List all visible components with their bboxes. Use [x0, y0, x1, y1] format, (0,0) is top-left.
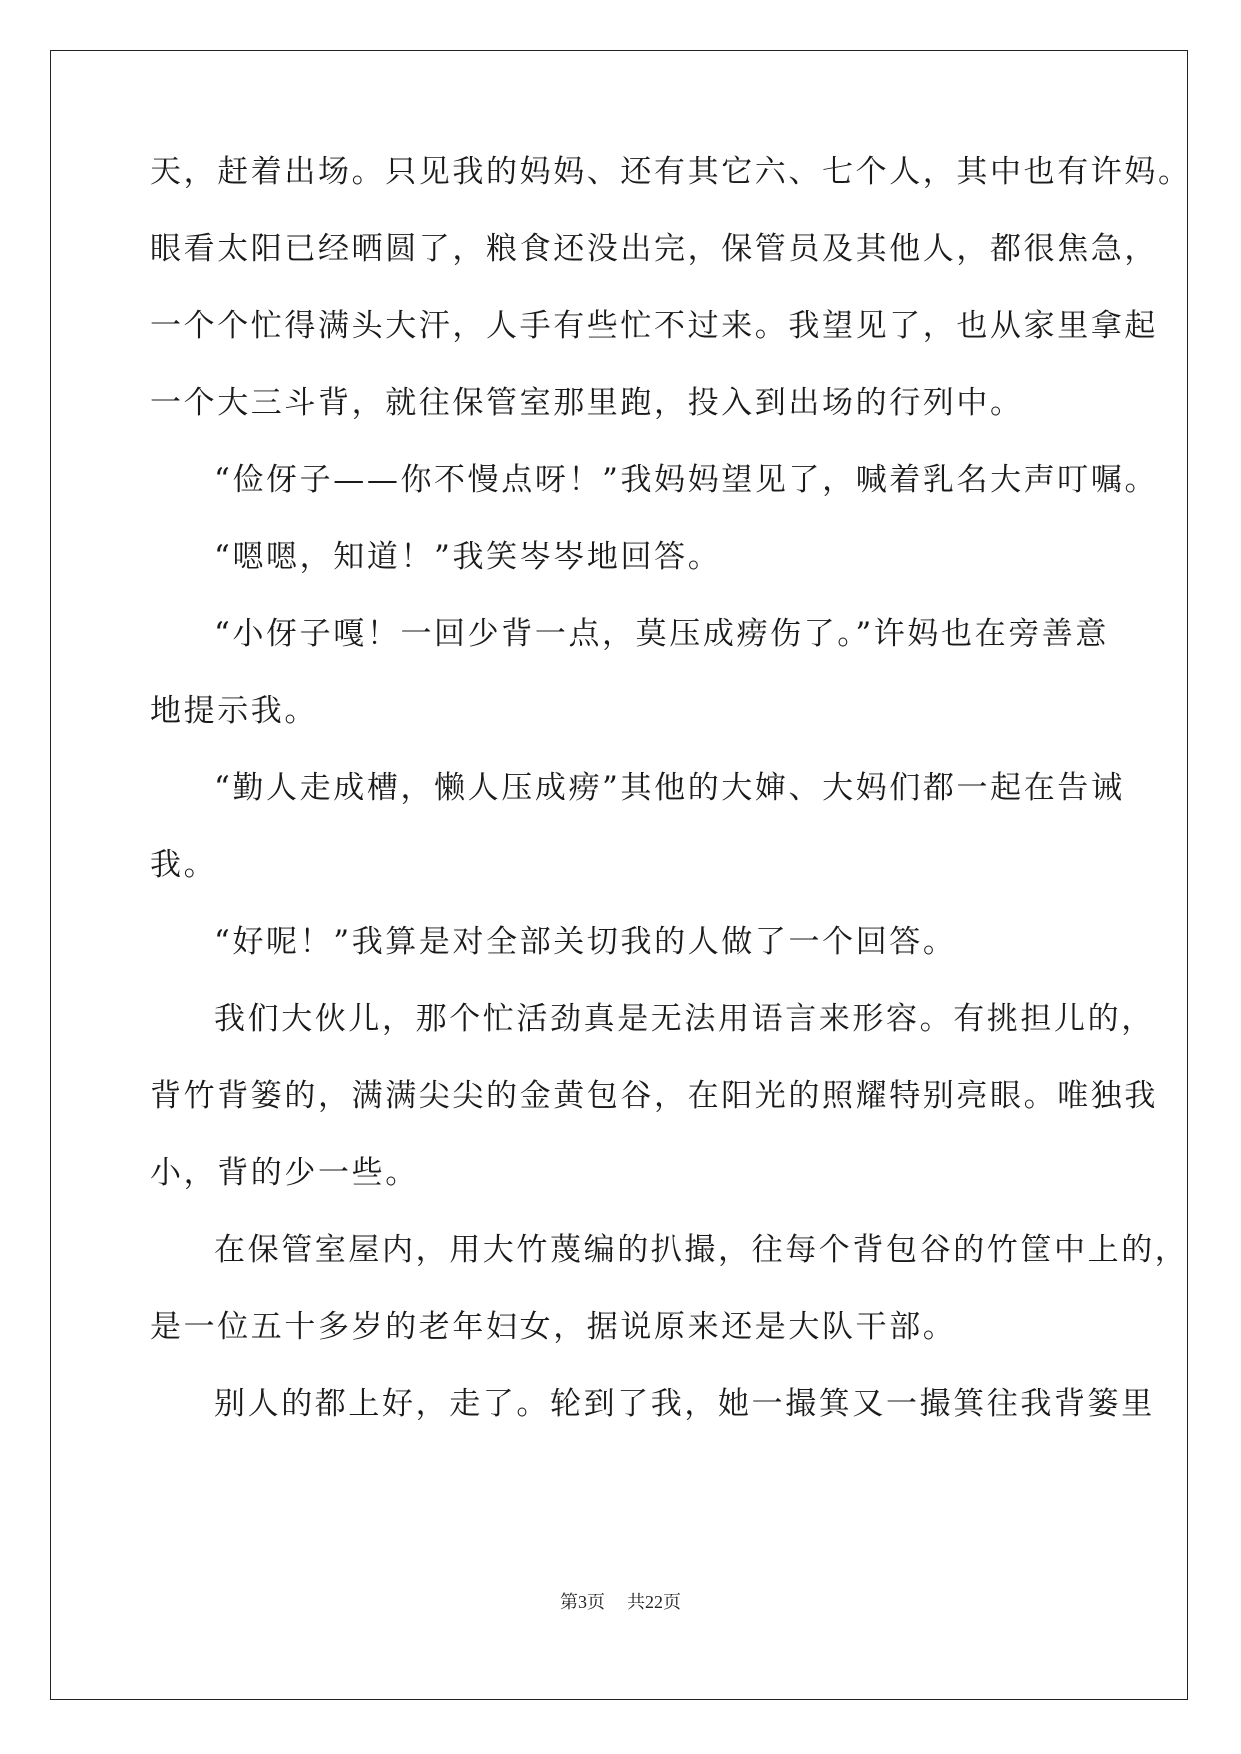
text-line: 一个大三斗背，就往保管室那里跑，投入到出场的行列中。	[150, 385, 1024, 421]
text-line: 一个个忙得满头大汗，人手有些忙不过来。我望见了，也从家里拿起	[150, 308, 1158, 344]
text-line: 地提示我。	[150, 693, 318, 729]
text-line: 眼看太阳已经晒圆了，粮食还没出完，保管员及其他人，都很焦急，	[150, 231, 1158, 267]
text-line: 背竹背篓的，满满尖尖的金黄包谷，在阳光的照耀特别亮眼。唯独我	[150, 1078, 1158, 1114]
page-frame	[50, 50, 1188, 1700]
text-line: 在保管室屋内，用大竹蔑编的扒撮，往每个背包谷的竹筐中上的，	[214, 1232, 1189, 1268]
page-number: 第3页	[560, 1592, 605, 1612]
text-line: “俭伢子——你不慢点呀！”我妈妈望见了，喊着乳名大声叮嘱。	[214, 462, 1159, 498]
text-line: “小伢子嘎！一回少背一点，莫压成痨伤了。”许妈也在旁善意	[214, 616, 1109, 652]
text-line: 我。	[150, 847, 218, 883]
text-line: 天，赶着出场。只见我的妈妈、还有其它六、七个人，其中也有许妈。	[150, 154, 1192, 190]
text-line: 是一位五十多岁的老年妇女，据说原来还是大队干部。	[150, 1309, 957, 1345]
page-footer	[0, 1590, 1241, 1614]
text-line: “嗯嗯，知道！”我笑岑岑地回答。	[214, 539, 722, 575]
page-total: 共22页	[627, 1592, 681, 1612]
text-line: 我们大伙儿，那个忙活劲真是无法用语言来形容。有挑担儿的，	[214, 1001, 1155, 1037]
text-line: “好呢！”我算是对全部关切我的人做了一个回答。	[214, 924, 957, 960]
text-line: 别人的都上好，走了。轮到了我，她一撮箕又一撮箕往我背篓里	[214, 1386, 1155, 1422]
text-line: “勤人走成槽，懒人压成痨”其他的大婶、大妈们都一起在告诫	[214, 770, 1125, 806]
text-line: 小，背的少一些。	[150, 1155, 419, 1191]
